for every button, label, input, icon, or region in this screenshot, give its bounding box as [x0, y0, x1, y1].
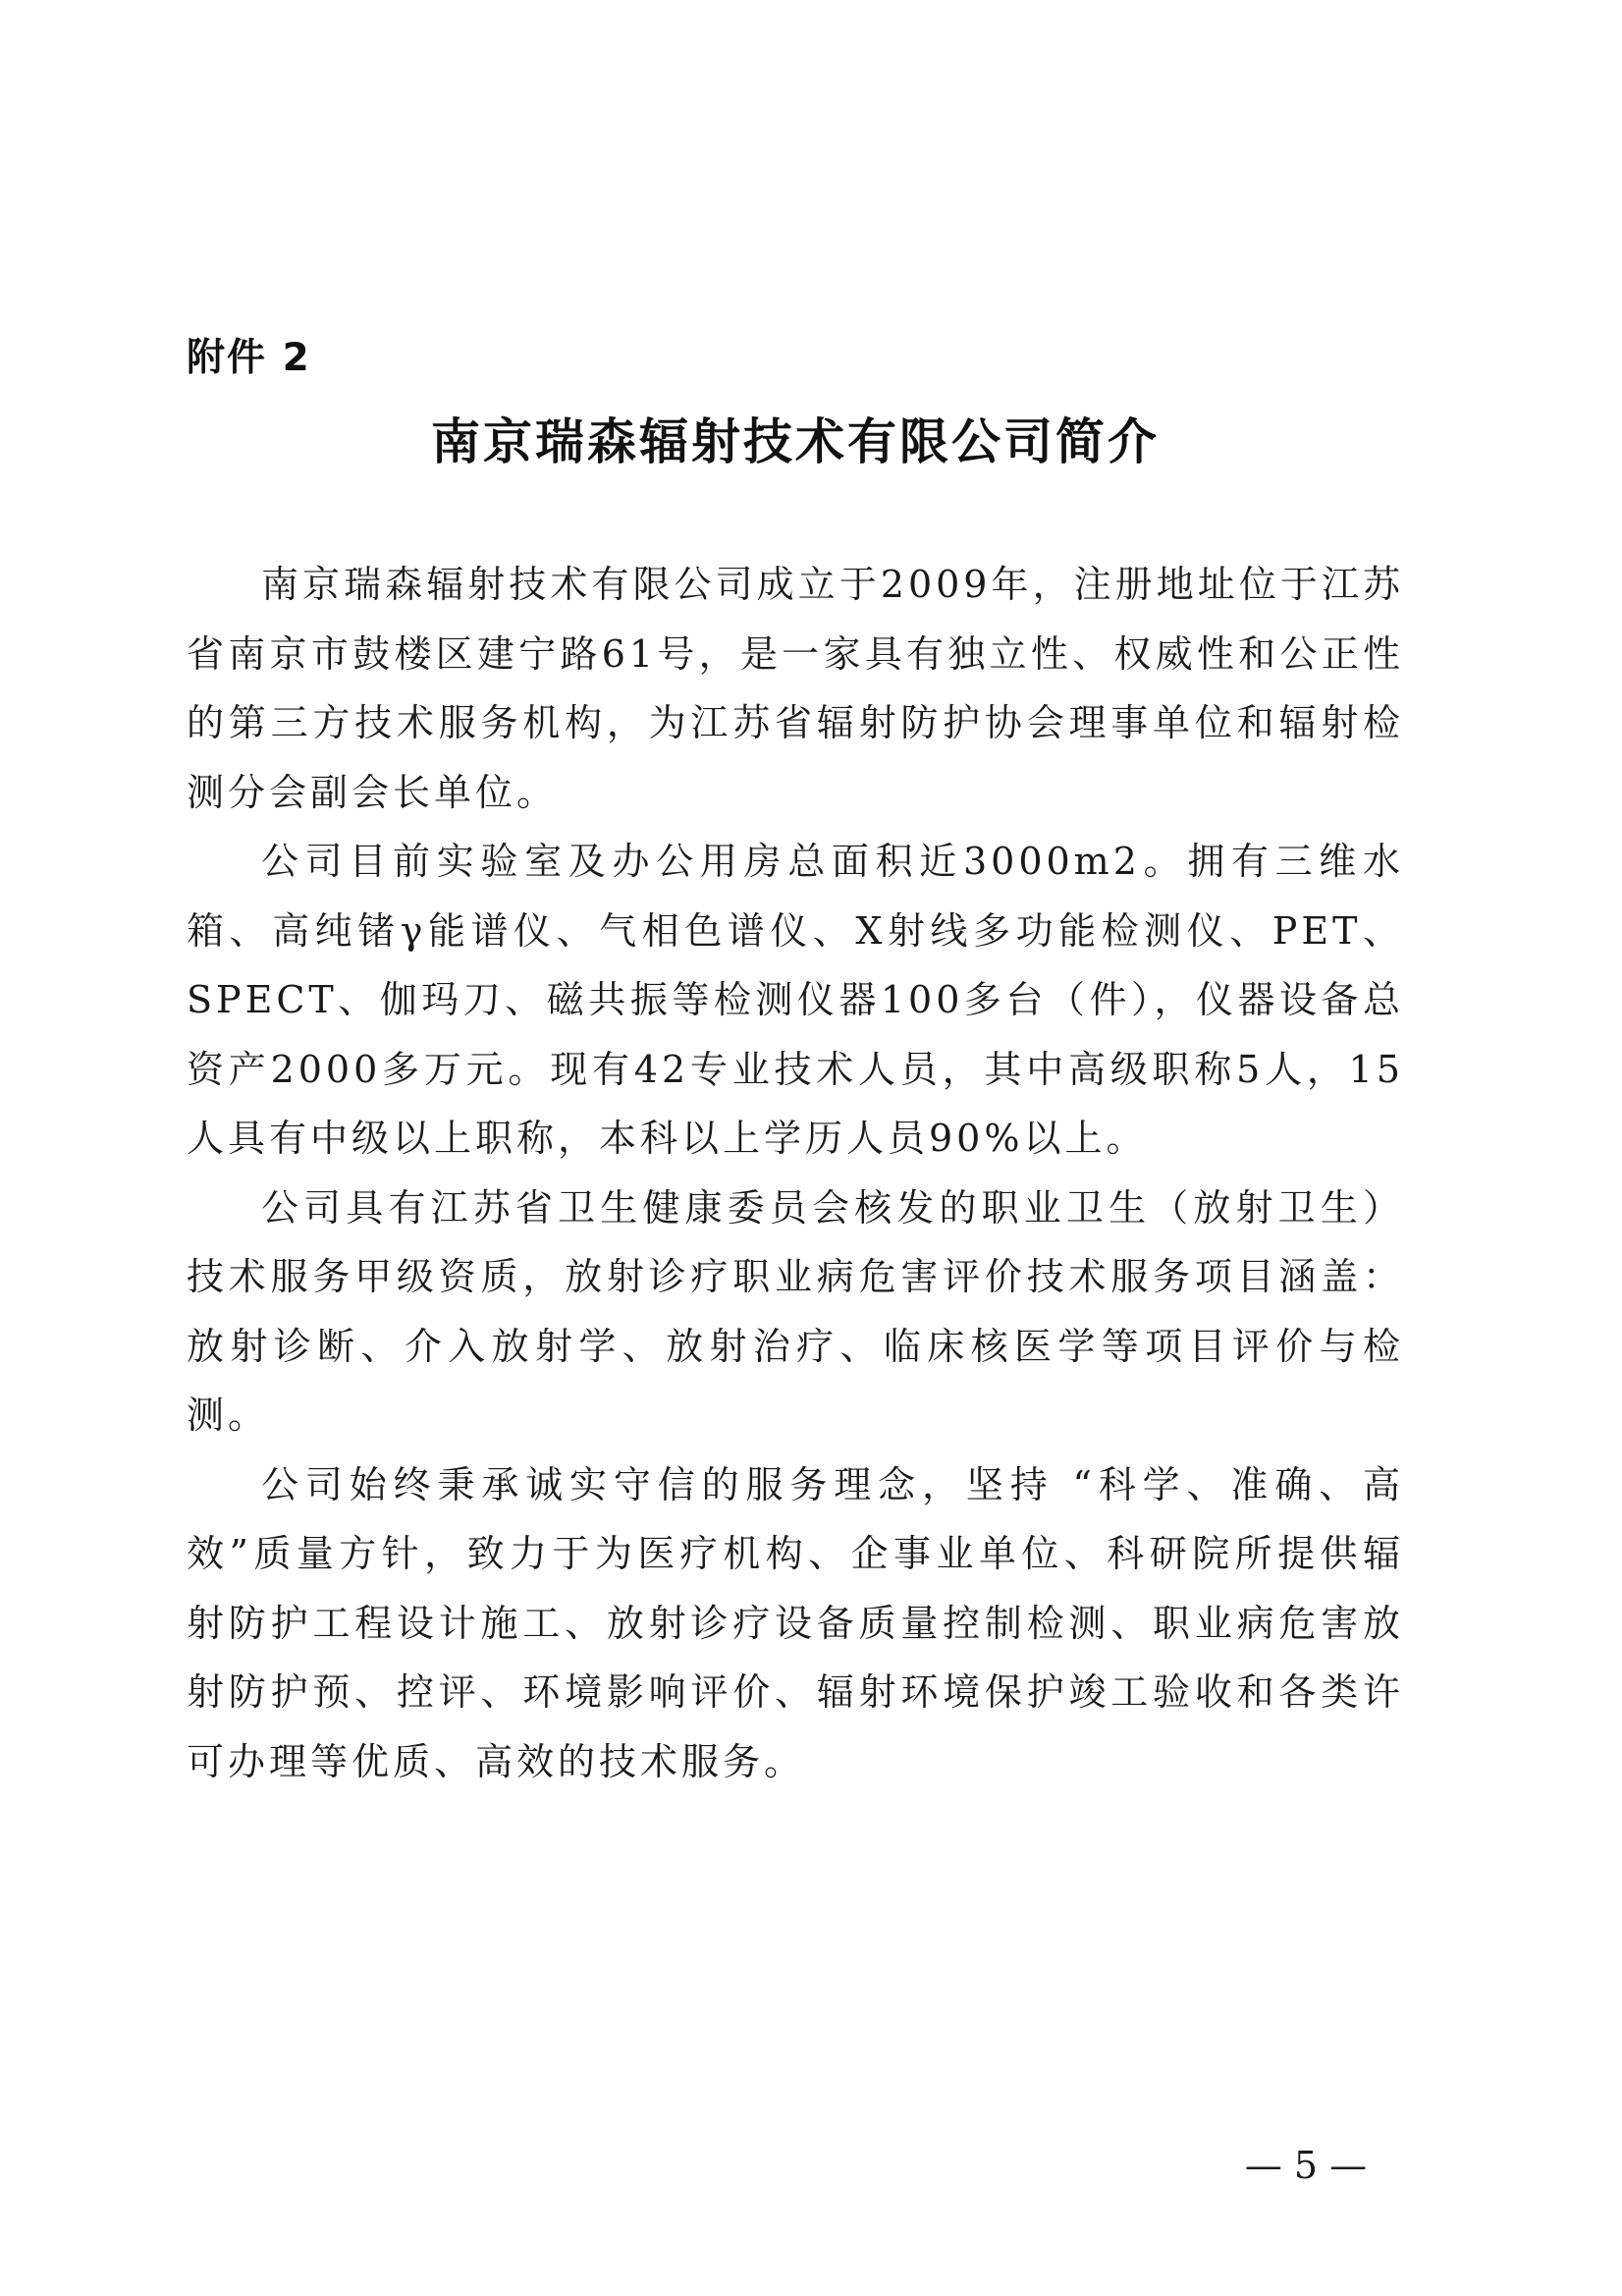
paragraph-facilities-staff: 公司目前实验室及办公用房总面积近3000m2。拥有三维水箱、高纯锗γ能谱仪、气相色谱仪、X射线多功能检测仪、PET、SPECT、伽玛刀、磁共振等检测仪器100多台（件），仪器设备总资产2000多万元。现有42专业技术人员，其中高级职称5人，15人具有中级以上职称，本科以上学历人员90%以上。 [187, 840, 1404, 1160]
attachment-label: 附件 2 [187, 336, 311, 380]
paragraph-qualifications: 公司具有江苏省卫生健康委员会核发的职业卫生（放射卫生）技术服务甲级资质，放射诊疗职业病危害评价技术服务项目涵盖：放射诊断、介入放射学、放射治疗、临床核医学等项目评价与检测。 [187, 1185, 1404, 1437]
page-number: — 5 — [1244, 2144, 1368, 2187]
paragraph-company-overview: 南京瑞森辐射技术有限公司成立于2009年，注册地址位于江苏省南京市鼓楼区建宁路61号，是一家具有独立性、权威性和公正性的第三方技术服务机构，为江苏省辐射防护协会理事单位和辐射检测分会副会长单位。 [187, 563, 1404, 814]
body-text [187, 550, 1404, 1796]
paragraph-service-philosophy: 公司始终秉承诚实守信的服务理念，坚持 “科学、准确、高效”质量方针，致力于为医疗机构、企事业单位、科研院所提供辐射防护工程设计施工、放射诊疗设备质量控制检测、职业病危害放射防护预、控评、环境影响评价、辐射环境保护竣工验收和各类许可办理等优质、高效的技术服务。 [187, 1462, 1404, 1783]
document-title: 南京瑞森辐射技术有限公司简介 [431, 413, 1160, 470]
